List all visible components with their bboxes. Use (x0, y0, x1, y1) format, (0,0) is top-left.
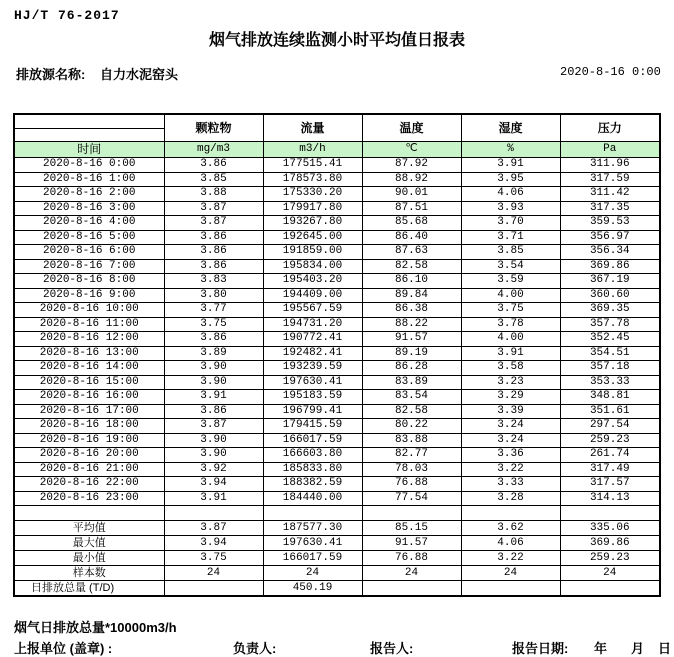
value-cell: 3.75 (461, 303, 560, 318)
value-cell: 317.59 (560, 172, 660, 187)
value-cell: 3.54 (461, 259, 560, 274)
value-cell: 3.23 (461, 375, 560, 390)
value-cell: 166017.59 (263, 551, 362, 566)
value-cell: 357.18 (560, 361, 660, 376)
value-cell: 3.36 (461, 448, 560, 463)
value-cell: 3.91 (461, 346, 560, 361)
summary-row (14, 581, 660, 597)
value-cell: 24 (362, 566, 461, 581)
table-row (14, 433, 660, 448)
table-row (14, 172, 660, 187)
value-cell: 24 (560, 566, 660, 581)
value-cell: 184440.00 (263, 491, 362, 506)
value-cell: 3.80 (164, 288, 263, 303)
table-row (14, 332, 660, 347)
table-row (14, 491, 660, 506)
time-cell: 2020-8-16 3:00 (14, 201, 164, 216)
time-cell: 2020-8-16 6:00 (14, 245, 164, 260)
table-row (14, 303, 660, 318)
value-cell: 4.06 (461, 536, 560, 551)
table-row (14, 158, 660, 173)
time-cell: 2020-8-16 16:00 (14, 390, 164, 405)
time-cell: 2020-8-16 10:00 (14, 303, 164, 318)
value-cell: 317.57 (560, 477, 660, 492)
value-cell: 83.54 (362, 390, 461, 405)
time-cell: 2020-8-16 1:00 (14, 172, 164, 187)
summary-label-cell: 最大值 (14, 536, 164, 551)
spacer-cell (263, 506, 362, 521)
value-cell: 3.28 (461, 491, 560, 506)
value-cell: 88.92 (362, 172, 461, 187)
value-cell: 166603.80 (263, 448, 362, 463)
time-cell: 2020-8-16 19:00 (14, 433, 164, 448)
spacer-cell (461, 506, 560, 521)
value-cell: 197630.41 (263, 536, 362, 551)
report-table (13, 113, 661, 597)
column-header-pressure: 压力 (560, 114, 660, 142)
value-cell: 317.49 (560, 462, 660, 477)
value-cell: 311.42 (560, 187, 660, 202)
value-cell: 82.58 (362, 259, 461, 274)
value-cell: 3.94 (164, 536, 263, 551)
value-cell: 335.06 (560, 521, 660, 536)
value-cell: 3.62 (461, 521, 560, 536)
reporter-label: 报告人: (370, 641, 414, 656)
value-cell: 314.13 (560, 491, 660, 506)
time-cell: 2020-8-16 9:00 (14, 288, 164, 303)
value-cell: 3.71 (461, 230, 560, 245)
value-cell: 91.57 (362, 332, 461, 347)
value-cell: 3.91 (461, 158, 560, 173)
value-cell: 3.75 (164, 551, 263, 566)
value-cell: 369.86 (560, 536, 660, 551)
table-row (14, 187, 660, 202)
time-cell: 2020-8-16 22:00 (14, 477, 164, 492)
value-cell: 90.01 (362, 187, 461, 202)
time-cell: 2020-8-16 8:00 (14, 274, 164, 289)
column-header-humidity: 湿度 (461, 114, 560, 142)
value-cell: 3.59 (461, 274, 560, 289)
summary-row (14, 536, 660, 551)
value-cell: 259.23 (560, 433, 660, 448)
value-cell: 3.94 (164, 477, 263, 492)
time-cell: 2020-8-16 2:00 (14, 187, 164, 202)
page-title: 烟气排放连续监测小时平均值日报表 (208, 32, 465, 49)
value-cell: 259.23 (560, 551, 660, 566)
value-cell: 24 (164, 566, 263, 581)
value-cell: 87.63 (362, 245, 461, 260)
value-cell: 192645.00 (263, 230, 362, 245)
value-cell: 3.86 (164, 230, 263, 245)
value-cell: 192482.41 (263, 346, 362, 361)
value-cell: 196799.41 (263, 404, 362, 419)
value-cell: 194731.20 (263, 317, 362, 332)
time-cell: 2020-8-16 18:00 (14, 419, 164, 434)
table-row (14, 259, 660, 274)
value-cell: 3.90 (164, 433, 263, 448)
value-cell: 78.03 (362, 462, 461, 477)
value-cell: 87.51 (362, 201, 461, 216)
value-cell: 179415.59 (263, 419, 362, 434)
table-row (14, 477, 660, 492)
value-cell: 3.87 (164, 216, 263, 231)
table-row (14, 375, 660, 390)
summary-row (14, 551, 660, 566)
value-cell: 24 (263, 566, 362, 581)
unit-cell-flow: m3/h (263, 142, 362, 158)
spacer-cell (560, 506, 660, 521)
value-cell (164, 581, 263, 597)
value-cell: 177515.41 (263, 158, 362, 173)
spacer-row (14, 506, 660, 521)
value-cell: 4.00 (461, 332, 560, 347)
value-cell: 3.89 (164, 346, 263, 361)
value-cell: 86.38 (362, 303, 461, 318)
value-cell: 369.35 (560, 303, 660, 318)
time-cell: 2020-8-16 20:00 (14, 448, 164, 463)
table-row (14, 274, 660, 289)
value-cell: 3.91 (164, 491, 263, 506)
column-header-pm: 颗粒物 (164, 114, 263, 142)
report-date-label: 报告日期: (512, 641, 569, 656)
table-row (14, 230, 660, 245)
table-row (14, 245, 660, 260)
value-cell: 76.88 (362, 551, 461, 566)
table-row (14, 288, 660, 303)
spacer-cell (164, 506, 263, 521)
table-row (14, 201, 660, 216)
value-cell: 190772.41 (263, 332, 362, 347)
value-cell: 317.35 (560, 201, 660, 216)
value-cell: 3.22 (461, 462, 560, 477)
value-cell: 3.29 (461, 390, 560, 405)
value-cell: 82.58 (362, 404, 461, 419)
value-cell: 3.87 (164, 419, 263, 434)
value-cell: 3.90 (164, 375, 263, 390)
value-cell: 3.86 (164, 245, 263, 260)
value-cell: 261.74 (560, 448, 660, 463)
value-cell: 76.88 (362, 477, 461, 492)
summary-label-cell: 最小值 (14, 551, 164, 566)
time-cell: 2020-8-16 0:00 (14, 158, 164, 173)
value-cell: 354.51 (560, 346, 660, 361)
table-row (14, 462, 660, 477)
value-cell: 193239.59 (263, 361, 362, 376)
standard-code: HJ/T 76-2017 (14, 8, 120, 23)
value-cell: 3.87 (164, 521, 263, 536)
value-cell: 3.39 (461, 404, 560, 419)
value-cell: 3.92 (164, 462, 263, 477)
value-cell: 193267.80 (263, 216, 362, 231)
table-row (14, 361, 660, 376)
value-cell: 175330.20 (263, 187, 362, 202)
table-row (14, 390, 660, 405)
value-cell: 4.00 (461, 288, 560, 303)
value-cell: 3.86 (164, 404, 263, 419)
signature-line (0, 638, 674, 656)
header-corner-cell (14, 114, 164, 142)
value-cell: 353.33 (560, 375, 660, 390)
summary-rows (14, 521, 660, 597)
value-cell: 187577.30 (263, 521, 362, 536)
value-cell: 86.28 (362, 361, 461, 376)
table-header (14, 114, 660, 158)
value-cell: 24 (461, 566, 560, 581)
value-cell: 197630.41 (263, 375, 362, 390)
time-cell: 2020-8-16 23:00 (14, 491, 164, 506)
column-header-temp: 温度 (362, 114, 461, 142)
summary-label-cell: 平均值 (14, 521, 164, 536)
report-meta (0, 64, 674, 82)
data-rows (14, 158, 660, 506)
value-cell: 3.90 (164, 361, 263, 376)
value-cell: 3.95 (461, 172, 560, 187)
summary-label-cell: 日排放总量 (T/D) (14, 581, 164, 597)
value-cell: 3.90 (164, 448, 263, 463)
time-cell: 2020-8-16 21:00 (14, 462, 164, 477)
value-cell: 3.24 (461, 419, 560, 434)
value-cell: 188382.59 (263, 477, 362, 492)
value-cell: 3.77 (164, 303, 263, 318)
value-cell (560, 581, 660, 597)
report-datetime: 2020-8-16 0:00 (560, 65, 661, 79)
value-cell: 89.19 (362, 346, 461, 361)
value-cell: 91.57 (362, 536, 461, 551)
value-cell (362, 581, 461, 597)
value-cell: 178573.80 (263, 172, 362, 187)
time-cell: 2020-8-16 5:00 (14, 230, 164, 245)
source-name-label: 排放源名称: (16, 67, 86, 82)
value-cell: 83.89 (362, 375, 461, 390)
value-cell: 86.40 (362, 230, 461, 245)
value-cell: 3.87 (164, 201, 263, 216)
value-cell: 450.19 (263, 581, 362, 597)
time-cell: 2020-8-16 12:00 (14, 332, 164, 347)
value-cell: 367.19 (560, 274, 660, 289)
value-cell (461, 581, 560, 597)
summary-label-cell: 样本数 (14, 566, 164, 581)
value-cell: 89.84 (362, 288, 461, 303)
source-name-value: 自力水泥窑头 (100, 67, 179, 82)
value-cell: 191859.00 (263, 245, 362, 260)
value-cell: 311.96 (560, 158, 660, 173)
value-cell: 3.58 (461, 361, 560, 376)
value-cell: 352.45 (560, 332, 660, 347)
value-cell: 87.92 (362, 158, 461, 173)
unit-cell-humidity: % (461, 142, 560, 158)
table-row (14, 317, 660, 332)
unit-cell-pressure: Pa (560, 142, 660, 158)
time-cell: 2020-8-16 15:00 (14, 375, 164, 390)
value-cell: 360.60 (560, 288, 660, 303)
value-cell: 3.85 (461, 245, 560, 260)
value-cell: 3.85 (164, 172, 263, 187)
value-cell: 3.22 (461, 551, 560, 566)
unit-cell-temp: ℃ (362, 142, 461, 158)
table-row (14, 448, 660, 463)
value-cell: 3.86 (164, 332, 263, 347)
value-cell: 351.61 (560, 404, 660, 419)
value-cell: 3.75 (164, 317, 263, 332)
time-cell: 2020-8-16 11:00 (14, 317, 164, 332)
value-cell: 297.54 (560, 419, 660, 434)
value-cell: 3.88 (164, 187, 263, 202)
value-cell: 3.78 (461, 317, 560, 332)
daily-total-note: 烟气日排放总量*10000m3/h (14, 620, 177, 635)
value-cell: 83.88 (362, 433, 461, 448)
value-cell: 3.33 (461, 477, 560, 492)
value-cell: 194409.00 (263, 288, 362, 303)
table-row (14, 419, 660, 434)
value-cell: 359.53 (560, 216, 660, 231)
value-cell: 195567.59 (263, 303, 362, 318)
value-cell: 80.22 (362, 419, 461, 434)
column-header-flow: 流量 (263, 114, 362, 142)
value-cell: 348.81 (560, 390, 660, 405)
value-cell: 3.86 (164, 158, 263, 173)
value-cell: 85.68 (362, 216, 461, 231)
value-cell: 85.15 (362, 521, 461, 536)
value-cell: 77.54 (362, 491, 461, 506)
column-header-row (14, 114, 660, 142)
value-cell: 4.06 (461, 187, 560, 202)
value-cell: 357.78 (560, 317, 660, 332)
year-label: 年 (594, 641, 608, 656)
summary-row (14, 521, 660, 536)
value-cell: 195403.20 (263, 274, 362, 289)
time-cell: 2020-8-16 14:00 (14, 361, 164, 376)
day-label: 日 (658, 641, 672, 656)
units-row (14, 142, 660, 158)
spacer-cell (362, 506, 461, 521)
unit-cell-pm: mg/m3 (164, 142, 263, 158)
spacer-cell (14, 506, 164, 521)
time-header-cell: 时间 (14, 142, 164, 158)
value-cell: 3.24 (461, 433, 560, 448)
value-cell: 369.86 (560, 259, 660, 274)
time-cell: 2020-8-16 17:00 (14, 404, 164, 419)
value-cell: 86.10 (362, 274, 461, 289)
value-cell: 185833.80 (263, 462, 362, 477)
reporting-unit-label: 上报单位 (盖章) : (14, 641, 113, 656)
time-cell: 2020-8-16 4:00 (14, 216, 164, 231)
table-row (14, 346, 660, 361)
value-cell: 195183.59 (263, 390, 362, 405)
value-cell: 166017.59 (263, 433, 362, 448)
table-row (14, 216, 660, 231)
value-cell: 82.77 (362, 448, 461, 463)
value-cell: 88.22 (362, 317, 461, 332)
time-cell: 2020-8-16 7:00 (14, 259, 164, 274)
responsible-person-label: 负责人: (233, 641, 277, 656)
spacer-section (14, 506, 660, 521)
value-cell: 356.97 (560, 230, 660, 245)
table-row (14, 404, 660, 419)
value-cell: 3.70 (461, 216, 560, 231)
value-cell: 356.34 (560, 245, 660, 260)
month-label: 月 (631, 641, 645, 656)
value-cell: 3.91 (164, 390, 263, 405)
value-cell: 195834.00 (263, 259, 362, 274)
value-cell: 3.86 (164, 259, 263, 274)
value-cell: 3.83 (164, 274, 263, 289)
value-cell: 3.93 (461, 201, 560, 216)
time-cell: 2020-8-16 13:00 (14, 346, 164, 361)
value-cell: 179917.80 (263, 201, 362, 216)
summary-row (14, 566, 660, 581)
